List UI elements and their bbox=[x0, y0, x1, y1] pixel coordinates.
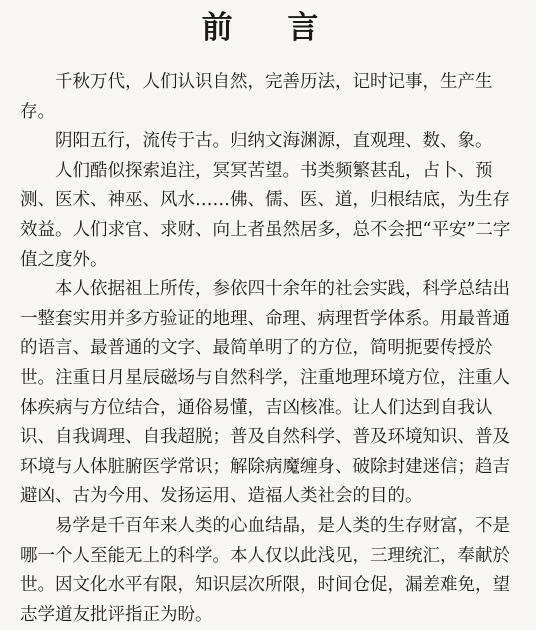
preface-body bbox=[20, 68, 522, 630]
paragraph-3: 人们酷似探索追注，冥冥苦望。书类频繁甚乱，占卜、预测、医术、神巫、风水……佛、儒、医、道，归根结底，为生存效益。人们求官、求财、向上者虽然居多，总不会把“平安”二字值之度外。 bbox=[20, 160, 511, 270]
paragraph-4: 本人依据祖上所传，参依四十余年的社会实践，科学总结出一整套实用并多方验证的地理、命理、病理哲学体系。用最普通的语言、最普通的文字、最简单明了的方位，简明扼要传授於世。注重日月星辰磁场与自然科学，注重地理环境方位，注重人体疾病与方位结合，通俗易懂，吉凶核准。让人们达到自我认识、自我调理、自我超脱；普及自然科学、普及环境知识、普及环境与人体脏腑医学常识；解除病魔缠身、破除封建迷信；趋吉避凶、古为今用、发扬运用、造福人类社会的目的。 bbox=[20, 279, 510, 507]
paragraph-5: 易学是千百年来人类的心血结晶，是人类的生存财富，不是哪一个人至能无上的科学。本人仅以此浅见，三理统汇，奉献於世。因文化水平有限，知识层次所限，时间仓促，漏差难免，望志学道友批评指正为盼。 bbox=[20, 515, 510, 625]
page-title: 前 言 bbox=[201, 10, 341, 46]
paragraph-2: 阴阳五行，流传于古。归纳文海渊源，直观理、数、象。 bbox=[55, 131, 493, 152]
paragraph-1: 千秋万代，人们认识自然，完善历法，记时记事，生产生存。 bbox=[20, 72, 493, 122]
